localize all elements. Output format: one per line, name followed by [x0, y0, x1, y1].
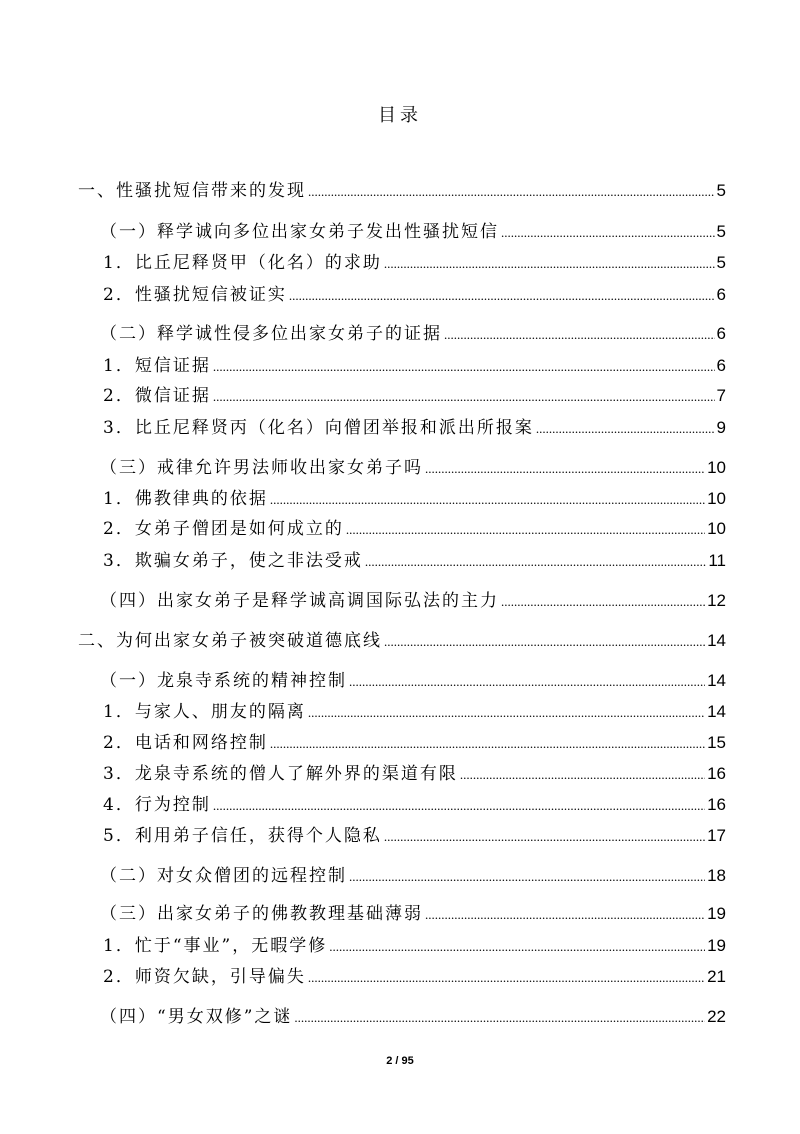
toc-entry-page: 19	[707, 904, 726, 923]
toc-entry[interactable]	[103, 385, 726, 408]
toc-leader-dots	[501, 591, 705, 613]
toc-entry-page: 16	[707, 795, 726, 814]
toc-leader-dots	[365, 551, 707, 573]
toc-entry-page: 11	[708, 551, 726, 570]
toc-entry-page: 10	[707, 458, 726, 477]
toc-entry-page: 14	[707, 702, 726, 721]
toc-entry-page: 6	[716, 285, 726, 304]
toc-entry[interactable]	[103, 701, 726, 724]
toc-leader-dots	[213, 386, 715, 408]
toc-entry-page: 9	[716, 418, 726, 437]
toc-entry[interactable]	[100, 865, 726, 888]
toc-entry-label: 3．龙泉寺系统的僧人了解外界的渠道有限	[103, 764, 458, 784]
toc-entry-page: 10	[707, 489, 726, 508]
toc-leader-dots	[384, 253, 715, 275]
toc-entry[interactable]	[103, 966, 726, 989]
toc-entry[interactable]	[103, 284, 726, 307]
toc-leader-dots	[289, 285, 715, 307]
toc-entry-label: 5．利用弟子信任，获得个人隐私	[103, 826, 382, 846]
toc-entry[interactable]	[100, 590, 726, 613]
toc-entry-label: 2．电话和网络控制	[103, 733, 268, 753]
toc-entry[interactable]	[100, 457, 726, 480]
toc-leader-dots	[308, 702, 705, 724]
toc-entry-page: 21	[707, 967, 726, 986]
toc-entry[interactable]	[103, 732, 726, 755]
toc-entry-label: 3．比丘尼释贤丙（化名）向僧团举报和派出所报案	[103, 418, 534, 438]
toc-leader-dots	[536, 418, 715, 440]
toc-leader-dots	[460, 764, 705, 786]
toc-entry-page: 5	[716, 253, 726, 272]
toc-entry-page: 18	[707, 866, 726, 885]
toc-leader-dots	[329, 936, 705, 958]
toc-leader-dots	[294, 1007, 705, 1029]
toc-entry[interactable]	[103, 252, 726, 275]
toc-entry-label: 1．与家人、朋友的隔离	[103, 702, 306, 722]
toc-entry-page: 19	[707, 936, 726, 955]
toc-entry[interactable]	[103, 355, 726, 378]
toc-entry-label: 1．短信证据	[103, 356, 211, 376]
toc-entry-page: 10	[707, 519, 726, 538]
toc-entry-label: 2．女弟子僧团是如何成立的	[103, 519, 344, 539]
toc-leader-dots	[308, 181, 715, 203]
toc-entry-page: 7	[716, 386, 726, 405]
toc-entry[interactable]	[100, 1006, 726, 1029]
toc-leader-dots	[425, 458, 705, 480]
toc-entry-page: 5	[716, 222, 726, 241]
toc-entry-label: 二、为何出家女弟子被突破道德底线	[78, 631, 382, 651]
toc-leader-dots	[384, 631, 705, 653]
toc-leader-dots	[349, 866, 705, 888]
toc-entry-page: 14	[707, 631, 726, 650]
toc-entry-page: 17	[707, 826, 726, 845]
toc-entry[interactable]	[100, 670, 726, 693]
toc-entry-label: （一）龙泉寺系统的精神控制	[100, 671, 347, 691]
toc-entry-label: 2．性骚扰短信被证实	[103, 285, 287, 305]
toc-entry-label: 2．微信证据	[103, 386, 211, 406]
toc-entry[interactable]	[78, 180, 726, 203]
toc-leader-dots	[213, 356, 715, 378]
toc-entry-label: （三）出家女弟子的佛教教理基础薄弱	[100, 904, 423, 924]
toc-entry[interactable]	[103, 825, 726, 848]
toc-leader-dots	[384, 826, 705, 848]
toc-entry-label: 2．师资欠缺，引导偏失	[103, 967, 306, 987]
toc-entry-label: 一、性骚扰短信带来的发现	[78, 181, 306, 201]
toc-entry-page: 14	[707, 671, 726, 690]
page-indicator: 2 / 95	[386, 1055, 414, 1067]
toc-leader-dots	[270, 489, 705, 511]
toc-leader-dots	[444, 324, 715, 346]
toc-entry-page: 6	[716, 324, 726, 343]
toc-entry[interactable]	[103, 488, 726, 511]
toc-entry-label: （四）“男女双修”之谜	[100, 1007, 293, 1027]
toc-entry-page: 12	[707, 591, 726, 610]
toc-entry[interactable]	[103, 417, 726, 440]
toc-entry-page: 5	[716, 181, 726, 200]
toc-entry-label: （一）释学诚向多位出家女弟子发出性骚扰短信	[100, 222, 499, 242]
toc-entry[interactable]	[103, 550, 726, 573]
toc-entry-label: （四）出家女弟子是释学诚高调国际弘法的主力	[100, 591, 499, 611]
toc-entry[interactable]	[100, 221, 726, 244]
toc-entry[interactable]	[103, 763, 726, 786]
toc-entry-page: 15	[707, 733, 726, 752]
toc-entry[interactable]	[103, 794, 726, 817]
toc-entry-page: 6	[716, 356, 726, 375]
toc-leader-dots	[501, 222, 715, 244]
toc-leader-dots	[213, 795, 705, 817]
toc-entry[interactable]	[100, 323, 726, 346]
toc-entry-label: 1．佛教律典的依据	[103, 489, 268, 509]
toc-entry-label: 3．欺骗女弟子，使之非法受戒	[103, 551, 363, 571]
toc-leader-dots	[346, 519, 705, 541]
toc-entry-label: （二）释学诚性侵多位出家女弟子的证据	[100, 324, 442, 344]
toc-entry-label: 4．行为控制	[103, 795, 211, 815]
toc-entry-label: 1．比丘尼释贤甲（化名）的求助	[103, 253, 382, 273]
toc-leader-dots	[270, 733, 705, 755]
toc-entry-label: 1．忙于“事业”，无暇学修	[103, 936, 328, 956]
toc-entry[interactable]	[78, 630, 726, 653]
toc-entry-label: （三）戒律允许男法师收出家女弟子吗	[100, 458, 423, 478]
toc-entry-page: 22	[707, 1007, 726, 1026]
toc-title: 目录	[378, 105, 422, 126]
toc-entry[interactable]	[100, 903, 726, 926]
toc-entry[interactable]	[103, 518, 726, 541]
toc-entry-label: （二）对女众僧团的远程控制	[100, 866, 347, 886]
toc-entry[interactable]	[103, 935, 726, 958]
toc-leader-dots	[308, 967, 705, 989]
toc-leader-dots	[349, 671, 705, 693]
toc-leader-dots	[425, 904, 705, 926]
toc-entry-page: 16	[707, 764, 726, 783]
